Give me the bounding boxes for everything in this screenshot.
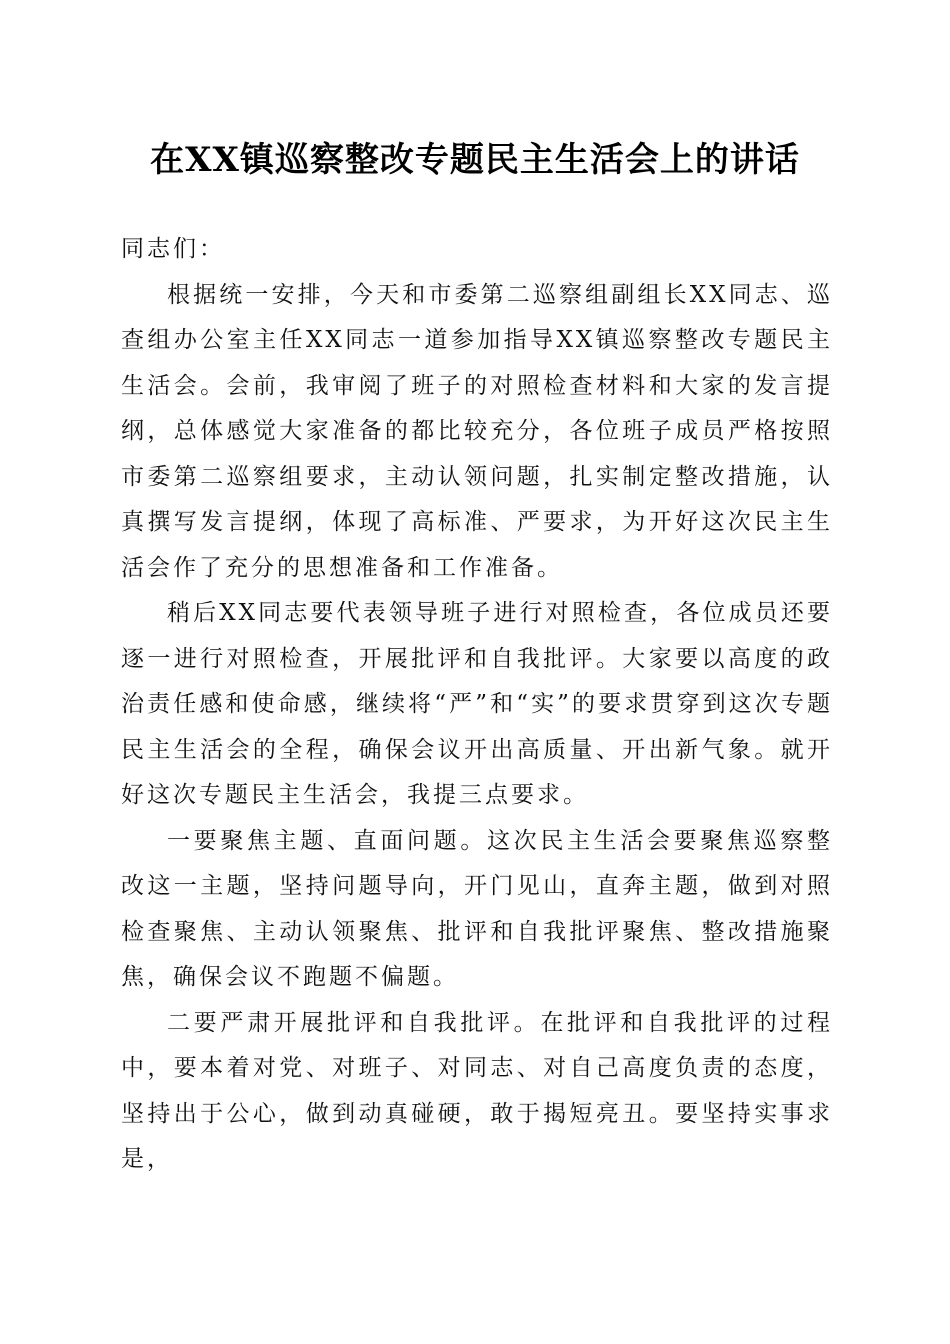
paragraph-intro: 根据统一安排，今天和市委第二巡察组副组长XX同志、巡查组办公室主任XX同志一道参加指导XX镇巡察整改专题民主生活会。会前，我审阅了班子的对照检查材料和大家的发言提纲，总体感觉大家准备的都比较充分，各位班子成员严格按照市委第二巡察组要求，主动认领问题，扎实制定整改措施，认真撰写发言提纲，体现了高标准、严要求，为开好这次民主生活会作了充分的思想准备和工作准备。 — [121, 281, 833, 581]
salutation: 同志们： — [121, 236, 225, 262]
paragraph-requirement-two: 二要严肃开展批评和自我批评。在批评和自我批评的过程中，要本着对党、对班子、对同志、对自己高度负责的态度，坚持出于公心，做到动真碰硬，敢于揭短亮丑。要坚持实事求是， — [121, 1009, 833, 1172]
paragraph-requirement-one: 一要聚焦主题、直面问题。这次民主生活会要聚焦巡察整改这一主题，坚持问题导向，开门见山，直奔主题，做到对照检查聚焦、主动认领聚焦、批评和自我批评聚焦、整改措施聚焦，确保会议不跑题不偏题。 — [121, 827, 833, 990]
document-title: 在XX镇巡察整改专题民主生活会上的讲话 — [150, 140, 800, 180]
document-body — [121, 227, 833, 1183]
paragraph-requirements-lead: 稍后XX同志要代表领导班子进行对照检查，各位成员还要逐一进行对照检查，开展批评和自我批评。大家要以高度的政治责任感和使命感，继续将“严”和“实”的要求贯穿到这次专题民主生活会的全程，确保会议开出高质量、开出新气象。就开好这次专题民主生活会，我提三点要求。 — [121, 600, 833, 808]
